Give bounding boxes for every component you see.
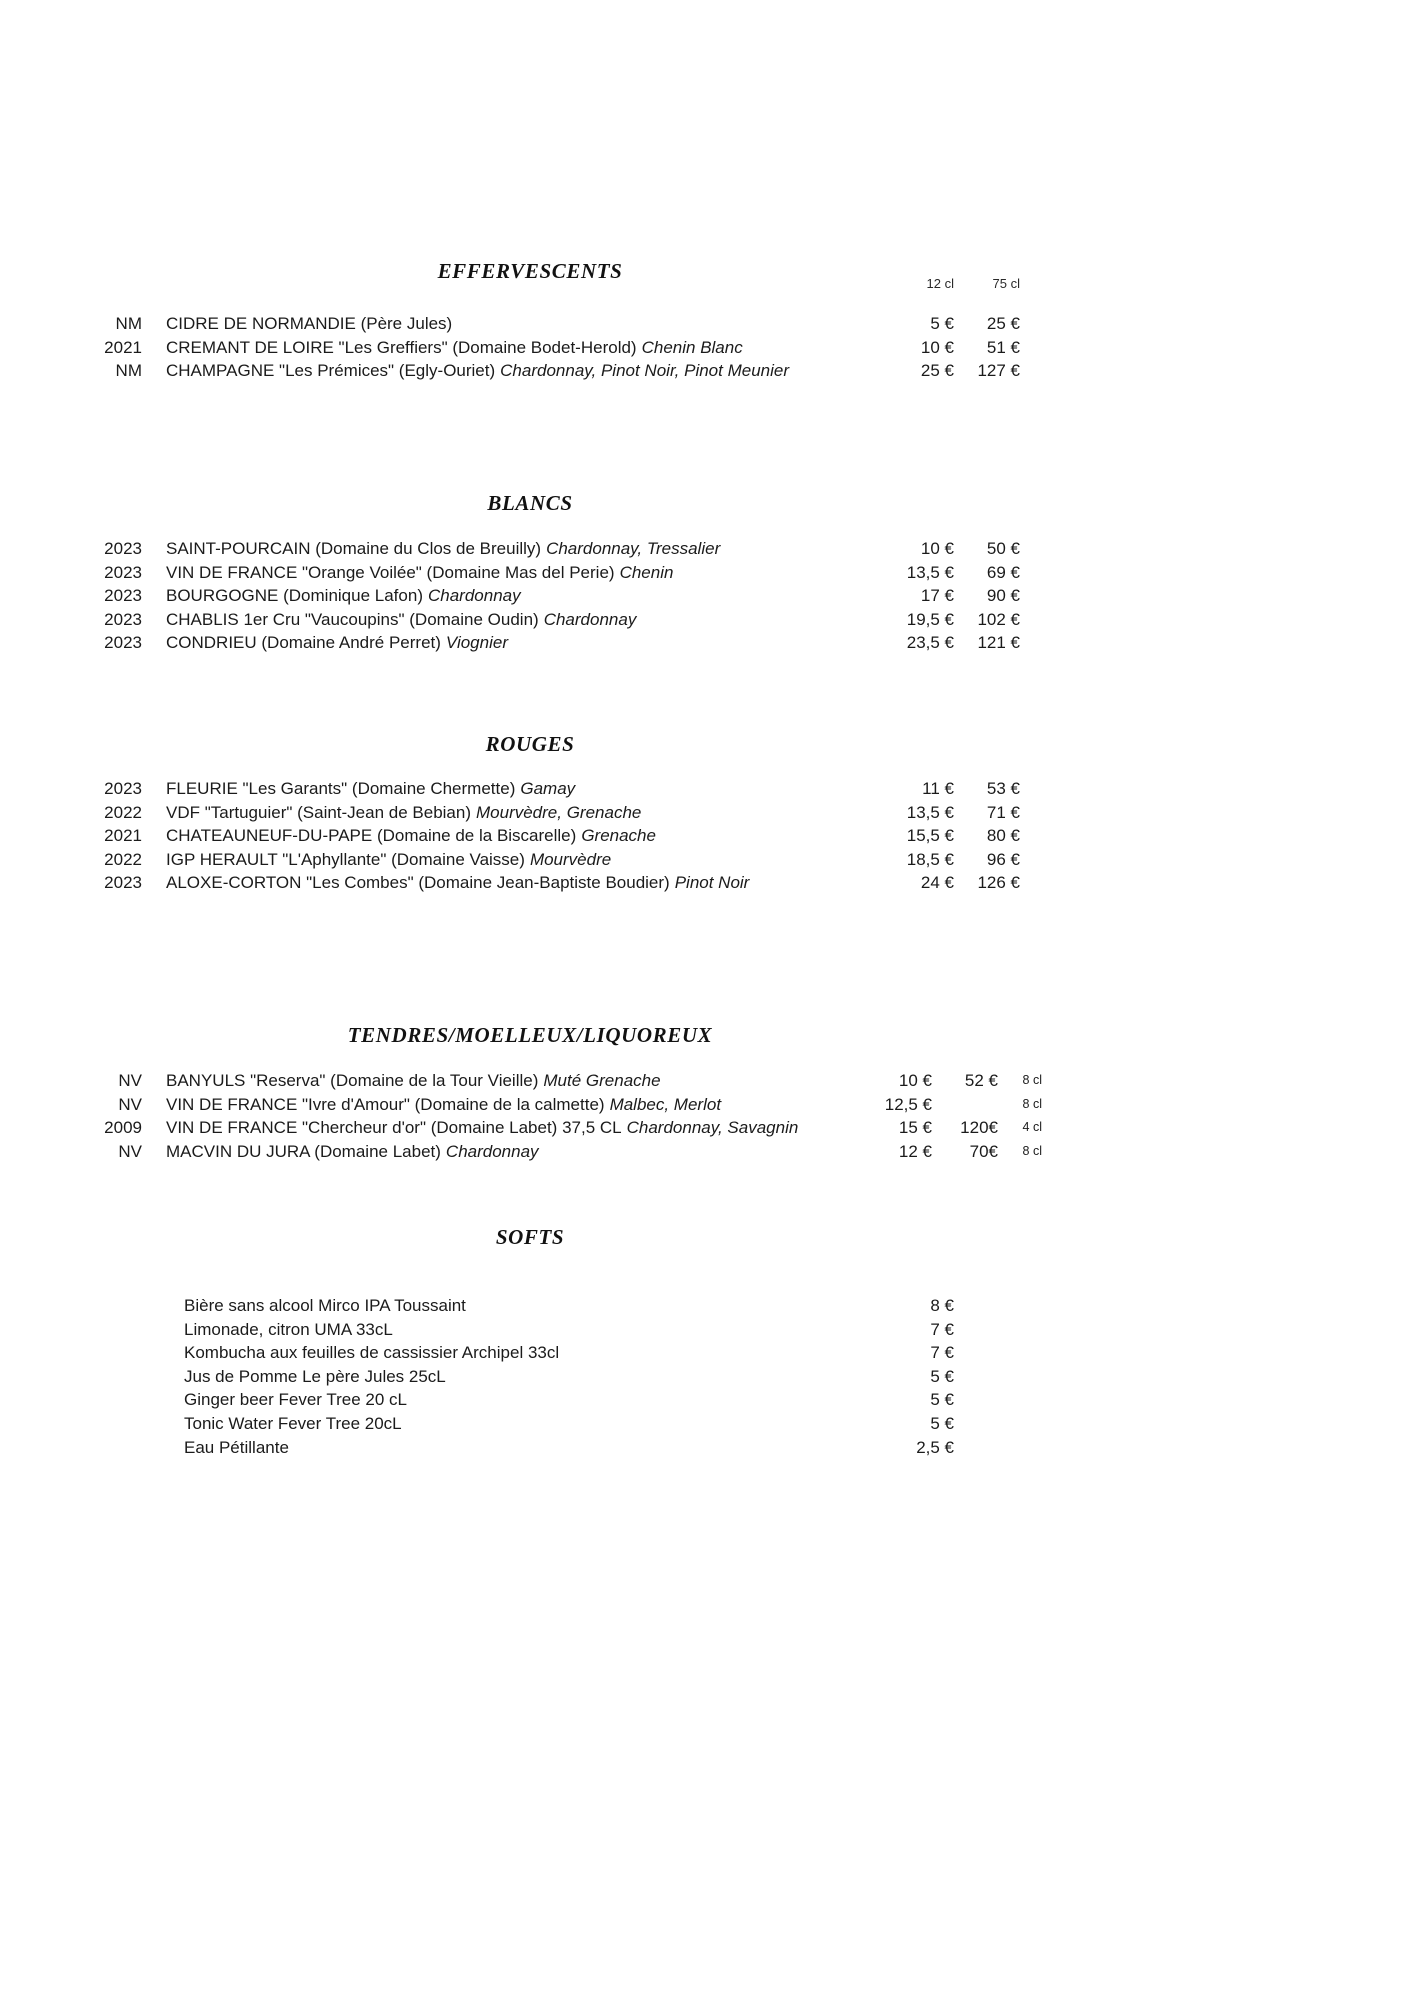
item-title: VIN DE FRANCE "Chercheur d'or" (Domaine Labet) 37,5 CL [166,1118,622,1138]
price-glass: 10 € [920,337,954,357]
menu-row [0,1069,1042,1093]
menu-row [0,1388,1020,1412]
price-bottle: 102 € [977,609,1020,629]
menu-row [0,631,1020,655]
menu-row [0,336,1020,360]
menu-section [0,731,1414,895]
item-title: CHABLIS 1er Cru "Vaucoupins" (Domaine Oudin) [166,609,539,629]
item-grape-varieties: Chenin Blanc [641,337,743,357]
menu-row [0,359,1020,383]
vintage-label: 2021 [104,826,142,846]
price-glass: 8 € [930,1296,954,1315]
item-title: SAINT-POURCAIN (Domaine du Clos de Breuilly) [166,539,542,558]
item-grape-varieties: Gamay [520,779,576,798]
item-name [166,1093,862,1117]
section-title: TENDRES/MOELLEUX/LIQUOREUX [347,1023,713,1047]
price-bottle: 96 € [986,849,1020,869]
price-bottle: 50 € [986,539,1020,558]
item-name [166,1069,862,1093]
price-glass: 12,5 € [884,1094,932,1114]
item-name [166,312,862,336]
item-grape-varieties: Chardonnay, Pinot Noir, Pinot Meunier [500,361,789,381]
price-glass: 12 € [898,1141,932,1161]
price-bottle: 52 € [964,1071,998,1090]
price-glass: 10 € [920,539,954,558]
vintage-label: NM [115,314,142,333]
price-bottle: 51 € [986,337,1020,357]
item-name [166,561,862,585]
item-name [184,1412,862,1436]
menu-row [0,1140,1042,1164]
price-glass: 15 € [898,1118,932,1138]
menu-row [0,1365,1020,1389]
item-grape-varieties: Viognier [445,633,508,653]
price-glass: 7 € [930,1319,954,1339]
item-grape-varieties: Chardonnay, Tressalier [546,539,721,558]
item-name [184,1365,862,1389]
item-title: CONDRIEU (Domaine André Perret) [166,633,441,653]
vintage-label: 2023 [104,539,142,558]
item-name [166,537,862,561]
price-bottle: 127 € [977,361,1020,381]
section-rows [0,537,1414,655]
price-glass: 24 € [920,873,954,893]
vintage-label: 2023 [104,873,142,893]
vintage-label: NV [118,1071,142,1090]
item-grape-varieties: Grenache [581,826,656,846]
vintage-label: 2022 [104,802,142,822]
price-bottle: 90 € [986,586,1020,606]
item-grape-varieties: Chardonnay, Savagnin [626,1118,799,1138]
price-glass: 13,5 € [906,562,954,582]
item-name [166,608,862,632]
item-grape-varieties: Chardonnay [427,586,521,606]
item-name [184,1341,862,1365]
price-glass: 2,5 € [916,1437,954,1457]
vintage-label: 2023 [104,562,142,582]
vintage-label: 2022 [104,849,142,869]
item-title: VIN DE FRANCE "Orange Voilée" (Domaine Mas del Perie) [166,562,615,582]
item-grape-varieties: Mourvèdre, Grenache [476,802,642,822]
price-extra-cl: 8 cl [1022,1073,1042,1087]
menu-row [0,848,1020,872]
vintage-label: 2009 [104,1118,142,1138]
section-title: ROUGES [485,732,575,756]
menu-section [0,1022,1414,1163]
price-glass: 7 € [930,1343,954,1363]
price-glass: 23,5 € [906,633,954,653]
price-bottle: 80 € [986,826,1020,846]
item-name [166,1140,862,1164]
menu-section [0,1224,1414,1459]
item-name [184,1294,862,1318]
price-bottle: 71 € [986,802,1020,822]
menu-row [0,584,1020,608]
price-glass: 5 € [930,1366,954,1386]
price-bottle: 25 € [986,314,1020,333]
column-header-12cl: 12 cl [926,276,954,291]
price-glass: 11 € [922,779,954,798]
section-title: EFFERVESCENTS [437,259,623,283]
item-title: ALOXE-CORTON "Les Combes" (Domaine Jean-Baptiste Boudier) [166,873,670,893]
price-bottle: 126 € [977,873,1020,893]
vintage-label: 2023 [104,633,142,653]
menu-row [0,312,1020,336]
item-title: Limonade, citron UMA 33cL [184,1319,393,1339]
vintage-label: 2023 [104,586,142,606]
price-glass: 17 € [920,586,954,606]
menu-row [0,777,1020,801]
section-title: SOFTS [495,1225,565,1249]
item-name [166,871,862,895]
price-glass: 18,5 € [906,849,954,869]
menu-row [0,871,1020,895]
item-name [166,824,862,848]
item-name [166,336,862,360]
item-name [166,848,862,872]
price-glass: 5 € [930,314,954,333]
item-title: Bière sans alcool Mirco IPA Toussaint [184,1296,466,1315]
vintage-label: 2023 [104,609,142,629]
price-glass: 25 € [920,361,954,381]
item-title: VDF "Tartuguier" (Saint-Jean de Bebian) [166,802,471,822]
menu-row [0,561,1020,585]
vintage-label: 2023 [104,779,142,798]
section-rows [0,1069,1414,1163]
item-name [166,1116,862,1140]
item-grape-varieties: Pinot Noir [674,873,750,893]
price-bottle: 70€ [969,1141,998,1161]
item-name [184,1318,862,1342]
menu-row [0,1318,1020,1342]
price-extra-cl: 8 cl [1022,1143,1042,1158]
vintage-label: 2021 [104,337,142,357]
vintage-label: NM [115,361,142,381]
price-glass: 10 € [898,1071,932,1090]
menu-row [0,1093,1042,1117]
item-title: Jus de Pomme Le père Jules 25cL [184,1366,446,1386]
item-title: VIN DE FRANCE "Ivre d'Amour" (Domaine de la calmette) [166,1094,605,1114]
item-name [184,1388,862,1412]
section-rows [0,1294,1414,1459]
price-bottle: 121 € [977,633,1020,653]
vintage-label: NV [118,1141,142,1161]
item-title: CHAMPAGNE "Les Prémices" (Egly-Ouriet) [166,361,496,381]
item-name [184,1436,862,1460]
item-grape-varieties: Chenin [619,562,674,582]
item-title: Eau Pétillante [184,1437,289,1457]
price-glass: 5 € [930,1390,954,1410]
item-title: CHATEAUNEUF-DU-PAPE (Domaine de la Biscarelle) [166,826,577,846]
item-name [166,359,862,383]
item-grape-varieties: Malbec, Merlot [609,1094,722,1114]
item-title: CREMANT DE LOIRE "Les Greffiers" (Domaine Bodet-Herold) [166,337,637,357]
menu-section [0,490,1414,655]
item-name [166,801,862,825]
item-title: Ginger beer Fever Tree 20 cL [184,1390,408,1410]
menu-row [0,1436,1020,1460]
menu-row [0,1116,1042,1140]
item-title: Tonic Water Fever Tree 20cL [184,1413,402,1433]
menu-row [0,537,1020,561]
item-title: CIDRE DE NORMANDIE (Père Jules) [166,314,453,333]
item-name [166,777,862,801]
menu-row [0,824,1020,848]
item-grape-varieties: Muté Grenache [543,1071,661,1090]
item-grape-varieties: Chardonnay [543,609,637,629]
menu-row [0,1341,1020,1365]
section-rows [0,312,1414,383]
price-bottle: 53 € [986,779,1020,798]
item-title: IGP HERAULT "L'Aphyllante" (Domaine Vaisse) [166,849,525,869]
item-name [166,631,862,655]
item-title: MACVIN DU JURA (Domaine Labet) [166,1141,441,1161]
price-bottle: 69 € [986,562,1020,582]
price-extra-cl: 4 cl [1022,1120,1042,1135]
price-glass: 15,5 € [906,826,954,846]
price-extra-cl: 8 cl [1022,1096,1042,1111]
item-title: FLEURIE "Les Garants" (Domaine Chermette) [166,779,516,798]
menu-row [0,608,1020,632]
item-name [166,584,862,608]
item-title: Kombucha aux feuilles de cassissier Archipel 33cl [184,1343,560,1363]
price-glass: 5 € [930,1413,954,1433]
column-header-75cl: 75 cl [992,276,1020,291]
menu-section [0,258,1414,383]
item-grape-varieties: Chardonnay [445,1141,539,1161]
menu-row [0,1294,1020,1318]
menu-row [0,801,1020,825]
section-title: BLANCS [487,491,573,515]
item-title: BANYULS "Reserva" (Domaine de la Tour Vieille) [166,1071,539,1090]
item-grape-varieties: Mourvèdre [529,849,612,869]
vintage-label: NV [118,1094,142,1114]
price-glass: 13,5 € [906,802,954,822]
item-title: BOURGOGNE (Dominique Lafon) [166,586,423,606]
section-rows [0,777,1414,895]
price-bottle: 120€ [960,1118,998,1138]
menu-row [0,1412,1020,1436]
price-glass: 19,5 € [906,609,954,629]
